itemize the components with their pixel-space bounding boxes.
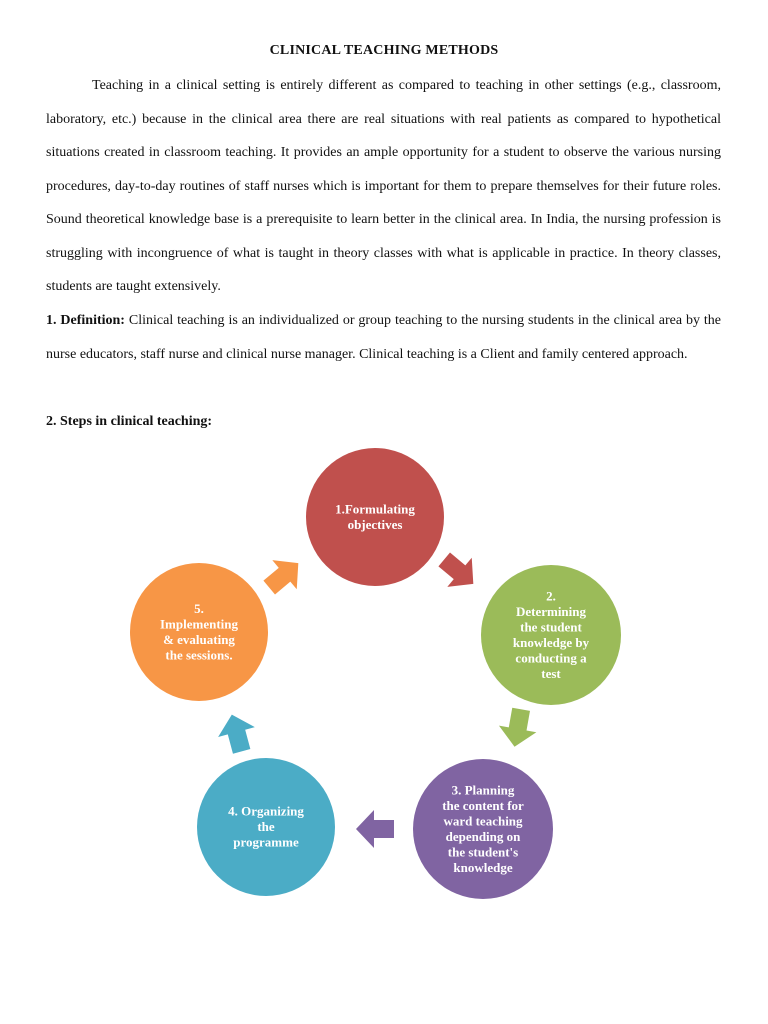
step-organizing-programme-label-line: 4. Organizing <box>228 803 304 819</box>
step-planning-content-label-line: ward teaching <box>443 813 523 829</box>
arrow-4-to-5 <box>213 710 260 757</box>
step-formulating-objectives-label-line: objectives <box>347 516 403 532</box>
step-planning-content-node <box>413 759 553 899</box>
definition-label: 1. Definition: <box>46 313 125 328</box>
step-determining-knowledge-label-line: the student <box>520 619 582 635</box>
step-organizing-programme-node <box>197 758 335 896</box>
arrow-1-to-2 <box>432 545 486 599</box>
step-planning-content-label-line: the content for <box>442 797 524 813</box>
step-determining-knowledge-label-line: knowledge by <box>512 634 590 650</box>
definition-text: Clinical teaching is an individualized or group teaching to the nursing students in the clinical area by the nurse educators, staff nurse and clinical nurse manager. Clinical teaching is a Client and family centered approach. <box>46 313 721 362</box>
step-formulating-objectives-node <box>306 448 444 586</box>
definition-paragraph <box>46 304 721 371</box>
step-implementing-evaluating-label-line: Implementing <box>160 616 238 632</box>
arrow-3-to-4 <box>356 810 394 848</box>
step-determining-knowledge-label-line: 2. <box>546 588 556 604</box>
arrow-5-to-1 <box>257 549 311 603</box>
step-implementing-evaluating-label-line: 5. <box>194 600 204 616</box>
step-planning-content-label-line: knowledge <box>453 859 513 875</box>
step-determining-knowledge-label-line: conducting a <box>515 650 587 666</box>
step-planning-content-label-line: depending on <box>445 828 521 844</box>
document-title: CLINICAL TEACHING METHODS <box>269 43 499 58</box>
step-organizing-programme-label-line: the <box>257 819 275 834</box>
step-implementing-evaluating-label-line: & evaluating <box>163 631 235 647</box>
step-organizing-programme-label-line: programme <box>233 834 299 850</box>
step-formulating-objectives-label-line: 1.Formulating <box>335 501 415 517</box>
step-determining-knowledge-node <box>481 565 621 705</box>
intro-paragraph: Teaching in a clinical setting is entirely different as compared to teaching in other settings (e.g., classroom, laboratory, etc.) because in the clinical area there are real situations with real patients as compared to hypothetical situations created in classroom teaching. It provides an ample opportunity for a student to observe the various nursing procedures, day-to-day routines of staff nurses which is important for them to prepare themselves for their future roles. Sound theoretical knowledge base is a prerequisite to learn better in the clinical area. In India, the nursing profession is struggling with incongruence of what is taught in theory classes with what is applicable in practice. In theory classes, students are taught extensively. <box>46 78 721 294</box>
step-determining-knowledge-label-line: test <box>541 665 561 681</box>
steps-heading: 2. Steps in clinical teaching: <box>46 414 213 429</box>
step-planning-content-label-line: 3. Planning <box>451 782 515 798</box>
step-implementing-evaluating-label-line: the sessions. <box>165 647 233 663</box>
step-planning-content-label-line: the student's <box>447 844 519 860</box>
arrow-2-to-3 <box>496 706 540 750</box>
step-implementing-evaluating-node <box>130 563 268 701</box>
clinical-teaching-cycle-diagram <box>0 440 768 910</box>
step-determining-knowledge-label-line: Determining <box>515 603 587 619</box>
